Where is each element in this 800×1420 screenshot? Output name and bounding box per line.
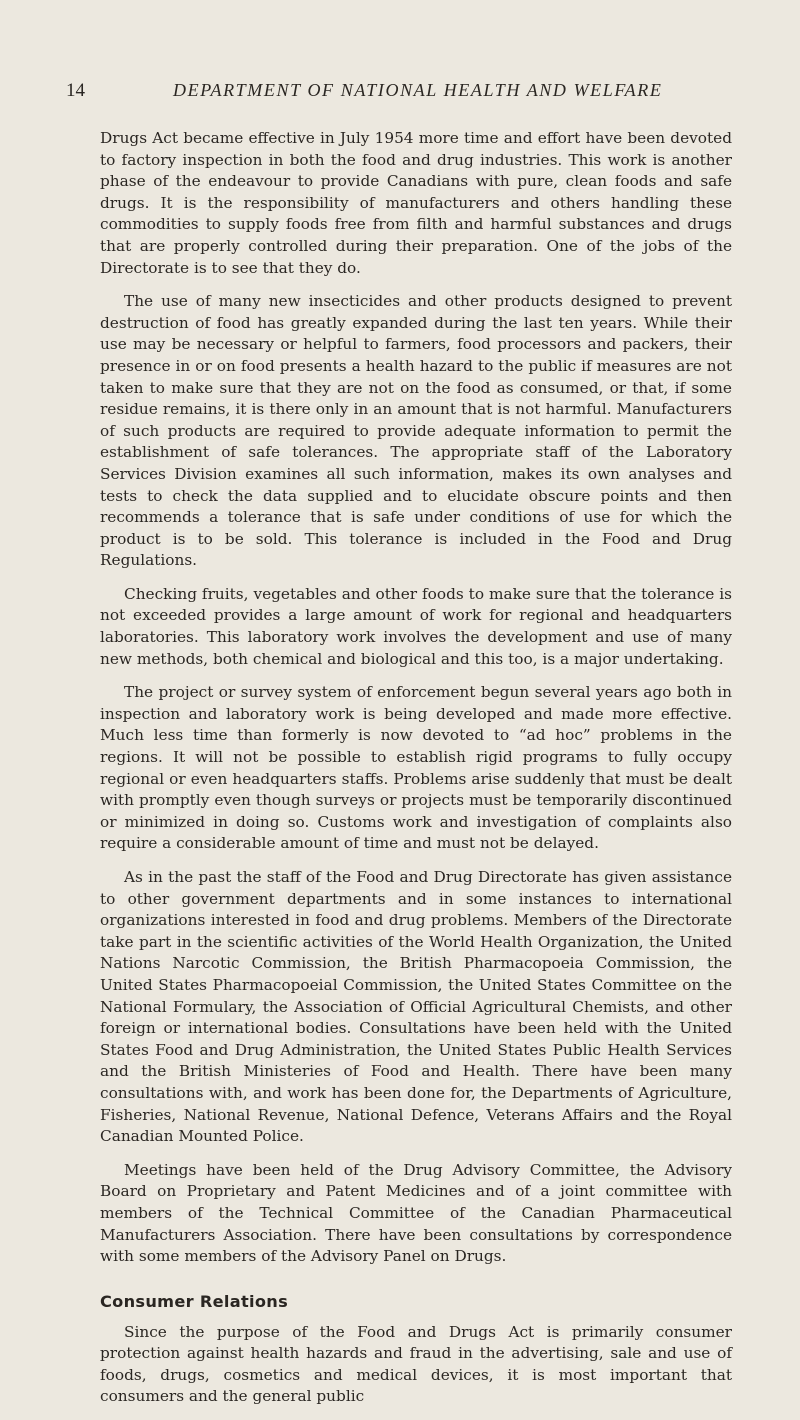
- paragraph-survey-system: The project or survey system of enforcement begun several years ago both in inspection and laboratory work is being developed and made more effective. Much less time than formerly is now devoted to “ad hoc” problems in the regions. It will not be possible to establish rigid programs to fully occupy regional or even headquarters staffs. Problems arise suddenly that must be dealt with promptly even though surveys or projects must be temporarily discontinued or minimized in doing so. Customs work and investigation of complaints also require a considerable amount of time and must not be delayed.: [100, 683, 732, 853]
- body-text: [100, 128, 732, 1420]
- paragraph-assistance: As in the past the staff of the Food and Drug Directorate has given assistance to other government departments and in some instances to international organizations interested in food and drug problems. Members of the Directorate take part in the scientific activities of the World Health Organization, the United Nations Narcotic Commission, the British Pharmacopoeia Commission, the United States Pharmacopoeial Commission, the United States Committee on the National Formulary, the Association of Official Agricultural Chemists, and other foreign or international bodies. Consultations have been held with the United States Food and Drug Administration, the United States Public Health Services and the British Ministeries of Food and Health. There have been many consultations with, and work has been done for, the Departments of Agriculture, Fisheries, National Revenue, National Defence, Veterans Affairs and the Royal Canadian Mounted Police.: [100, 868, 732, 1146]
- running-head: DEPARTMENT OF NATIONAL HEALTH AND WELFARE: [173, 80, 663, 100]
- paragraph-consumer-relations: Since the purpose of the Food and Drugs Act is primarily consumer protection against health hazards and fraud in the advertising, sale and use of foods, drugs, cosmetics and medical devices, it is most important that consumers and the general public: [100, 1322, 732, 1406]
- paragraph-checking-fruits: Checking fruits, vegetables and other foods to make sure that the tolerance is not exceeded provides a large amount of work for regional and headquarters laboratories. This laboratory work involves the development and use of many new methods, both chemical and biological and this too, is a major undertaking.: [100, 584, 732, 668]
- paragraph-insecticides: The use of many new insecticides and other products designed to prevent destruction of food has greatly expanded during the last ten years. While their use may be necessary or helpful to farmers, food processors and packers, their presence in or on food presents a health hazard to the public if measures are not taken to make sure that they are not on the food as consumed, or that, if some residue remains, it is there only in an amount that is not harmful. Manufacturers of such products are required to provide adequate information to permit the establishment of safe tolerances. The appropriate staff of the Laboratory Services Division examines all such information, makes its own analyses and tests to check the data supplied and to elucidate obscure points and then recommends a tolerance that is safe under conditions of use for which the product is to be sold. This tolerance is included in the Food and Drug Regulations.: [100, 292, 732, 570]
- section-heading-consumer-relations: Consumer Relations: [100, 1291, 289, 1311]
- page-header: [66, 80, 732, 106]
- page-number: 14: [66, 80, 85, 101]
- paragraph-meetings: Meetings have been held of the Drug Advisory Committee, the Advisory Board on Proprietary and Patent Medicines and of a joint committee with members of the Technical Committee of the Canadian Pharmaceutical Manufacturers Association. There have been consultations by correspondence with some members of the Advisory Panel on Drugs.: [100, 1160, 732, 1266]
- paragraph-factory-inspection: Drugs Act became effective in July 1954 more time and effort have been devoted to factory inspection in both the food and drug industries. This work is another phase of the endeavour to provide Canadians with pure, clean foods and safe drugs. It is the responsibility of manufacturers and others handling these commodities to supply foods free from filth and harmful substances and drugs that are properly controlled during their preparation. One of the jobs of the Directorate is to see that they do.: [100, 129, 732, 277]
